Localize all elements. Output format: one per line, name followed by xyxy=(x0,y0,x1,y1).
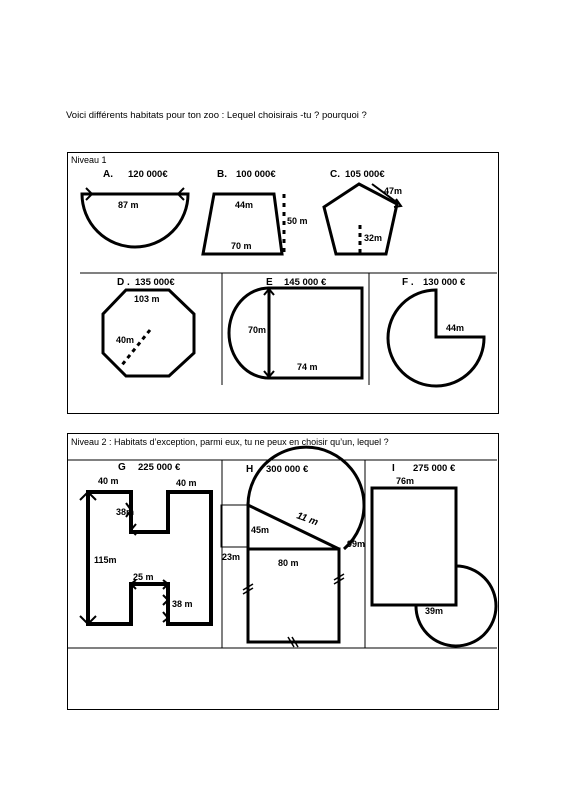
habitat-price: 130 000 € xyxy=(423,277,466,288)
habitat-price: 300 000 € xyxy=(266,464,309,475)
habitat-letter: G xyxy=(118,462,126,473)
dimension-label: 40 m xyxy=(176,478,197,488)
dimension-label: 99m xyxy=(347,539,366,549)
habitat-letter: A. xyxy=(103,169,113,180)
habitat-letter: D . xyxy=(117,277,130,288)
question-text: Voici différents habitats pour ton zoo : Lequel choisirais -tu ? pourquoi ? xyxy=(66,110,367,121)
dimension-label: 44m xyxy=(446,323,465,333)
habitat-letter: H xyxy=(246,464,254,475)
dimension-label: 23m xyxy=(222,552,241,562)
dimension-label: 50 m xyxy=(287,216,308,226)
level2-title: Niveau 2 : Habitats d’exception, parmi eux, tu ne peux en choisir qu’un, lequel ? xyxy=(71,437,389,447)
dimension-label: 40 m xyxy=(98,476,119,486)
habitat-price: 120 000€ xyxy=(128,169,168,180)
habitat-letter: E xyxy=(266,277,273,288)
level1-title: Niveau 1 xyxy=(71,155,107,165)
habitat-letter: I xyxy=(392,463,395,474)
dimension-label: 87 m xyxy=(118,200,139,210)
dimension-label: 40m xyxy=(116,335,135,345)
dimension-label: 45m xyxy=(251,525,270,535)
habitat-price: 100 000€ xyxy=(236,169,276,180)
habitat-i xyxy=(372,463,496,646)
rectangle-shape xyxy=(372,488,456,605)
habitat-letter: B. xyxy=(217,169,227,180)
habitat-price: 275 000 € xyxy=(413,463,456,474)
dimension-label: 39m xyxy=(425,606,444,616)
dimension-label: 25 m xyxy=(133,572,154,582)
habitat-price: 145 000 € xyxy=(284,277,327,288)
habitat-price: 105 000€ xyxy=(345,169,385,180)
dimension-label: 103 m xyxy=(134,294,160,304)
dimension-label: 38 m xyxy=(172,599,193,609)
dimension-label: 80 m xyxy=(278,558,299,568)
small-rectangle xyxy=(221,505,248,547)
dimension-label: 70m xyxy=(248,325,267,335)
habitat-price: 225 000 € xyxy=(138,462,181,473)
dimension-label: 115m xyxy=(94,555,117,565)
dimension-label: 32m xyxy=(364,233,383,243)
dimension-label: 76m xyxy=(396,476,415,486)
habitat-letter: F . xyxy=(402,277,414,288)
dimension-label: 47m xyxy=(384,186,403,196)
habitat-letter: C. xyxy=(330,169,340,180)
habitat-h xyxy=(221,447,365,647)
dimension-label: 44m xyxy=(235,200,254,210)
dimension-label: 38m xyxy=(116,507,135,517)
dimension-label: 70 m xyxy=(231,241,252,251)
habitat-price: 135 000€ xyxy=(135,277,175,288)
dimension-label: 74 m xyxy=(297,362,318,372)
dimension-label: 11 m xyxy=(294,510,320,529)
habitat-g xyxy=(80,462,211,624)
